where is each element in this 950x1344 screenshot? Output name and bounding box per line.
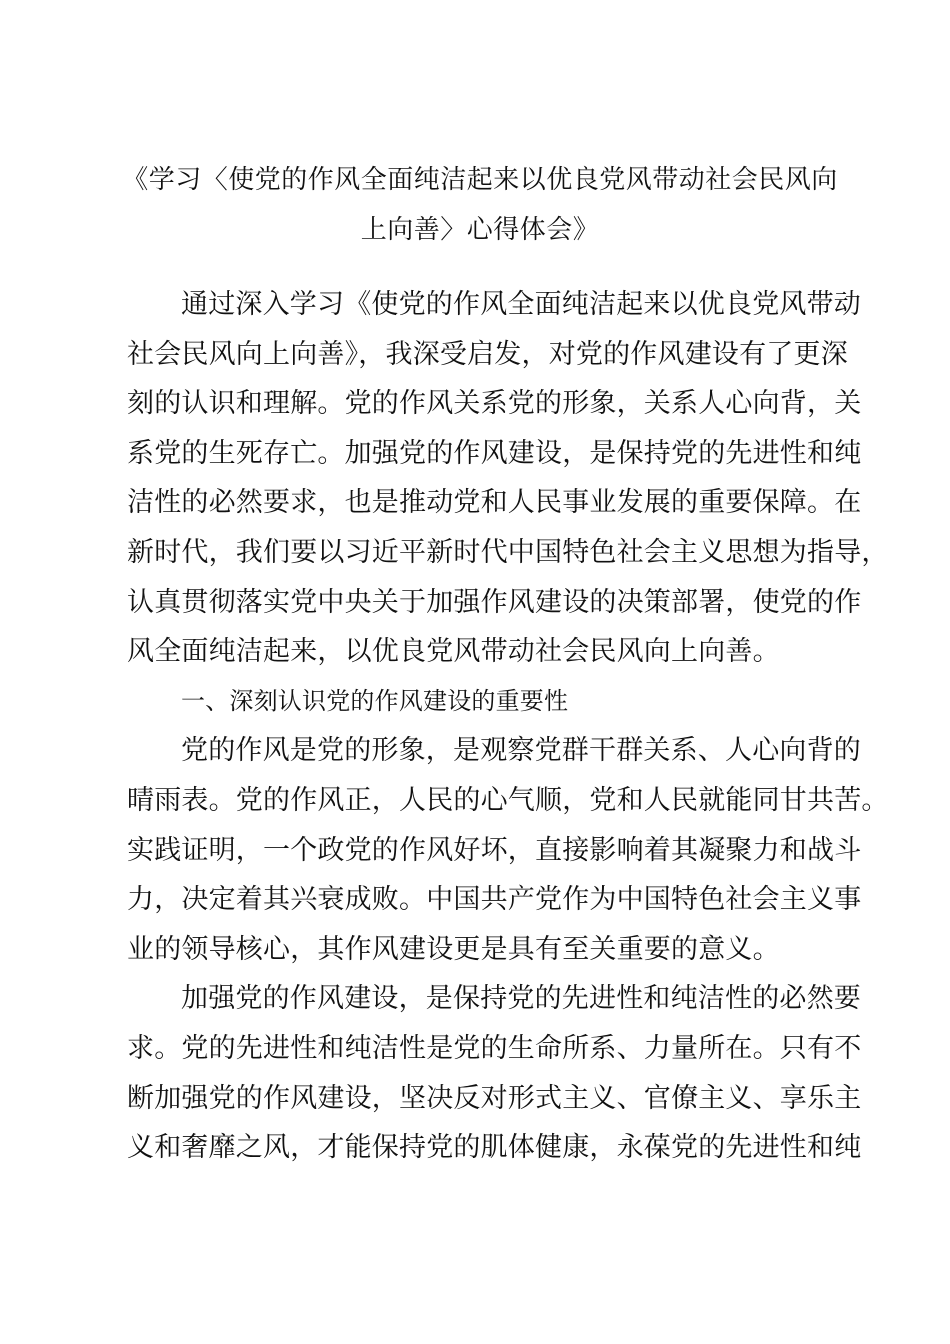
title-line: 上向善〉心得体会》 <box>360 214 600 245</box>
document-body <box>127 280 889 1173</box>
section-heading-text: 一、深刻认识党的作风建设的重要性 <box>181 686 569 715</box>
text-line: 义和奢靡之风，才能保持党的肌体健康，永葆党的先进性和纯 <box>127 1132 862 1164</box>
text-line: 求。党的先进性和纯洁性是党的生命所系、力量所在。只有不 <box>127 1032 862 1064</box>
document-title <box>120 155 840 254</box>
text-line: 系党的生死存亡。加强党的作风建设，是保持党的先进性和纯 <box>127 437 862 469</box>
text-line: 新时代，我们要以习近平新时代中国特色社会主义思想为指导， <box>127 536 889 568</box>
paragraph-importance <box>127 726 889 974</box>
text-line: 风全面纯洁起来，以优良党风带动社会民风向上向善。 <box>127 636 780 668</box>
text-line: 断加强党的作风建设，坚决反对形式主义、官僚主义、享乐主 <box>127 1082 862 1114</box>
text-line: 业的领导核心，其作风建设更是具有至关重要的意义。 <box>127 933 780 965</box>
text-line: 党的作风是党的形象，是观察党群干群关系、人心向背的 <box>181 735 861 767</box>
paragraph-intro <box>127 280 889 677</box>
section-heading <box>127 677 839 727</box>
text-line: 认真贯彻落实党中央关于加强作风建设的决策部署，使党的作 <box>127 586 862 618</box>
text-line: 加强党的作风建设，是保持党的先进性和纯洁性的必然要 <box>181 983 861 1015</box>
title-line: 《学习〈使党的作风全面纯洁起来以优良党风带动社会民风向 <box>122 165 838 195</box>
text-line: 刻的认识和理解。党的作风关系党的形象，关系人心向背，关 <box>127 388 862 420</box>
text-line: 力，决定着其兴衰成败。中国共产党作为中国特色社会主义事 <box>127 884 862 916</box>
text-line: 洁性的必然要求，也是推动党和人民事业发展的重要保障。在 <box>127 487 862 519</box>
paragraph-advancement <box>127 974 862 1172</box>
text-line: 晴雨表。党的作风正，人民的心气顺，党和人民就能同甘共苦。 <box>127 784 889 816</box>
text-line: 社会民风向上向善》，我深受启发，对党的作风建设有了更深 <box>127 338 848 370</box>
text-line: 实践证明，一个政党的作风好坏，直接影响着其凝聚力和战斗 <box>127 834 862 866</box>
text-line: 通过深入学习《使党的作风全面纯洁起来以优良党风带动 <box>181 289 861 320</box>
